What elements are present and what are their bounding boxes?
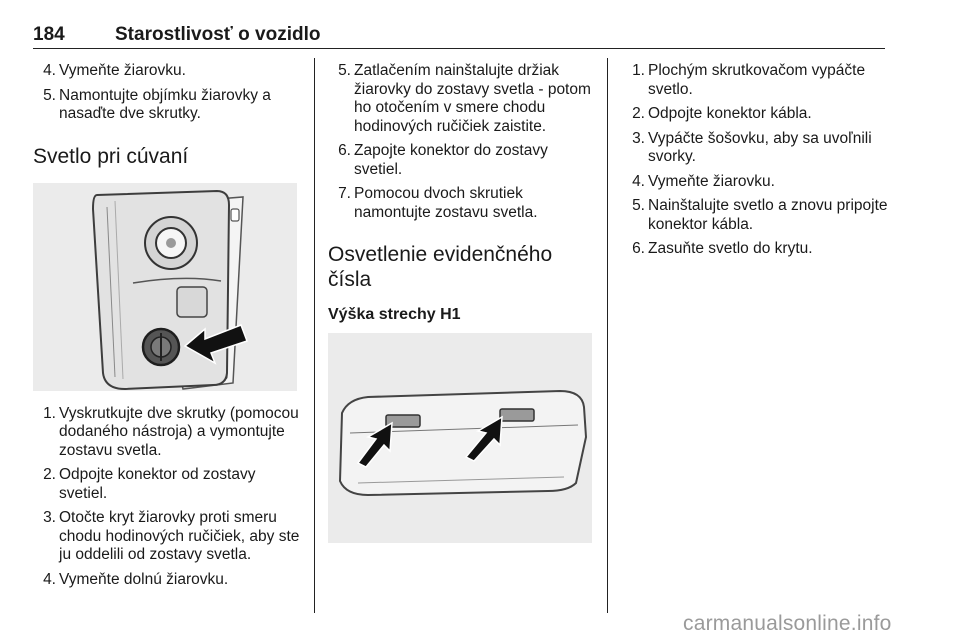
step-text: Namontujte objímku žiarovky a nasaďte dve skrutky.: [59, 86, 271, 122]
list-item: [33, 405, 301, 461]
list-item: [622, 197, 890, 234]
step-text: Vypáčte šošovku, aby sa uvoľnili svorky.: [648, 129, 872, 165]
list-item: [328, 142, 596, 179]
page-header: [33, 22, 885, 49]
step-number: 1.: [43, 404, 56, 422]
licence-plate-light-figure: [328, 333, 592, 543]
list-item: [33, 466, 301, 503]
step-number: 2.: [43, 466, 56, 483]
step-number: 6.: [632, 240, 645, 257]
step-text: Plochým skrutkovačom vypáčte svetlo.: [648, 62, 866, 98]
step-list: [33, 62, 301, 124]
step-number: 2.: [632, 105, 645, 122]
step-number: 5.: [632, 197, 645, 214]
list-item: [33, 571, 301, 590]
step-text: Vyskrutkujte dve skrutky (pomocou dodaného nástroja) a vymontujte zostavu svetla.: [59, 404, 299, 459]
step-number: 4.: [632, 172, 645, 190]
list-item: [33, 62, 301, 81]
page-title: Starostlivosť o vozidlo: [115, 24, 321, 45]
list-item: [622, 130, 890, 167]
step-text: Vymeňte žiarovku.: [648, 172, 775, 190]
step-number: 3.: [43, 509, 56, 526]
column-middle: [328, 62, 596, 543]
step-number: 4.: [43, 62, 56, 79]
column-left: [33, 62, 301, 595]
list-item: [622, 105, 890, 124]
step-list: [622, 62, 890, 259]
step-number: 5.: [338, 62, 351, 79]
step-number: 3.: [632, 129, 645, 147]
list-item: [622, 173, 890, 192]
section-heading: Osvetlenie evidenčného čísla: [328, 243, 553, 291]
page-number: 184: [33, 24, 65, 45]
step-number: 4.: [43, 570, 56, 588]
list-item: [33, 509, 301, 565]
watermark: carmanualsonline.info: [683, 612, 892, 635]
step-number: 7.: [338, 185, 351, 202]
step-list: [328, 62, 596, 222]
list-item: [622, 240, 890, 259]
section-heading: Svetlo pri cúvaní: [33, 144, 189, 168]
step-text: Nainštalujte svetlo a znovu pripojte konektor kábla.: [648, 197, 888, 233]
step-number: 5.: [43, 86, 56, 104]
list-item: [33, 87, 301, 124]
column-divider: [607, 58, 608, 613]
step-text: Odpojte konektor od zostavy svetiel.: [59, 466, 256, 502]
column-divider: [314, 58, 315, 613]
section-subheading: Výška strechy H1: [328, 306, 461, 323]
step-number: 1.: [632, 62, 645, 79]
step-text: Zapojte konektor do zostavy svetiel.: [354, 142, 548, 178]
column-right: [622, 62, 890, 265]
step-number: 6.: [338, 142, 351, 159]
tail-light-figure: [33, 183, 297, 391]
step-text: Zasuňte svetlo do krytu.: [648, 240, 813, 257]
step-text: Odpojte konektor kábla.: [648, 105, 812, 122]
tail-light-arrow-illustration: [33, 183, 297, 391]
step-list: [33, 405, 301, 590]
step-text: Otočte kryt žiarovky proti smeru chodu hodinových ručičiek, aby ste ju oddelili od zostavy svetla.: [59, 509, 300, 563]
licence-plate-light-illustration: [328, 333, 592, 543]
step-text: Zatlačením nainštalujte držiak žiarovky do zostavy svetla - potom ho otočením v smere chodu hodinových ručičiek zaistite.: [354, 62, 591, 135]
list-item: [622, 62, 890, 99]
step-text: Vymeňte žiarovku.: [59, 62, 186, 79]
step-text: Vymeňte dolnú žiarovku.: [59, 570, 229, 588]
step-text: Pomocou dvoch skrutiek namontujte zostavu svetla.: [354, 185, 538, 221]
list-item: [328, 185, 596, 222]
list-item: [328, 62, 596, 136]
